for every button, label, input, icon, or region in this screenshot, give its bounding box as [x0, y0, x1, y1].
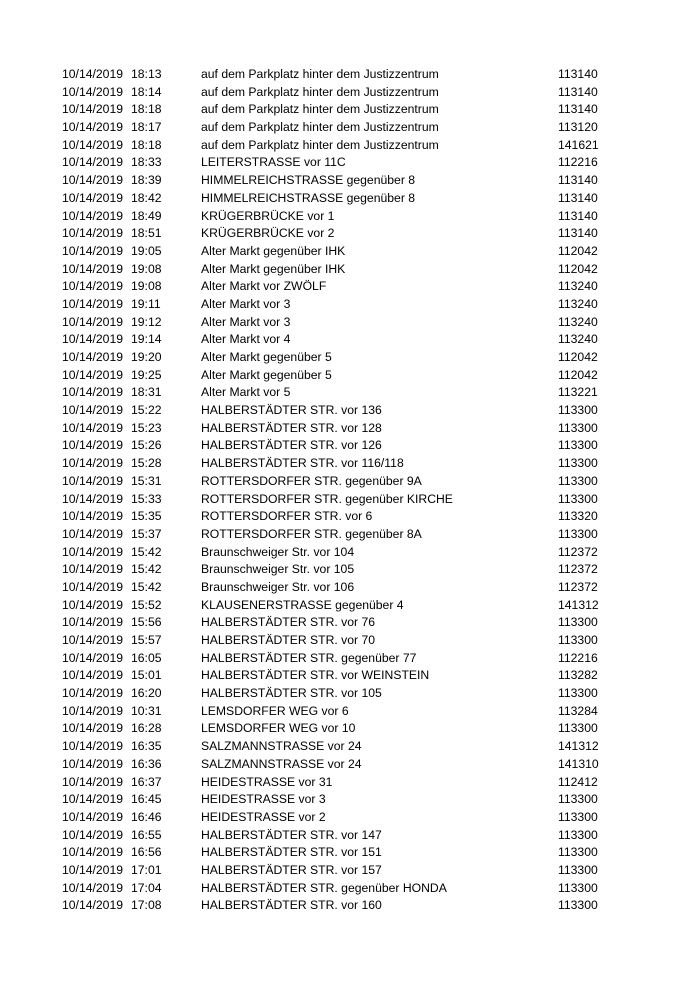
date-cell: 10/14/2019 [62, 137, 123, 152]
location-cell: HALBERSTÄDTER STR. vor 128 [201, 420, 382, 435]
location-cell: HALBERSTÄDTER STR. vor 70 [201, 633, 376, 647]
table-row [62, 278, 672, 296]
code-cell: 113300 [558, 809, 598, 824]
table-row [62, 101, 672, 119]
time-cell: 18:13 [131, 67, 162, 81]
date-cell: 10/14/2019 [62, 403, 123, 418]
code-cell: 112216 [558, 650, 598, 665]
location-cell: ROTTERSDORFER STR. gegenüber KIRCHE [201, 491, 453, 506]
date-cell: 10/14/2019 [62, 774, 123, 789]
date-cell: 10/14/2019 [62, 756, 123, 771]
table-row [62, 756, 672, 774]
table-row [62, 225, 672, 243]
code-cell: 113140 [558, 190, 598, 205]
time-cell: 16:36 [131, 756, 162, 771]
date-cell: 10/14/2019 [62, 226, 123, 241]
location-cell: KRÜGERBRÜCKE vor 1 [201, 208, 335, 223]
location-cell: HALBERSTÄDTER STR. vor 116/118 [201, 456, 404, 471]
table-row [62, 420, 672, 438]
table-row [62, 561, 672, 579]
table-row [62, 190, 672, 208]
table-row [62, 791, 672, 809]
location-cell: HALBERSTÄDTER STR. vor 151 [201, 845, 382, 860]
table-row [62, 154, 672, 172]
date-cell: 10/14/2019 [62, 739, 123, 754]
table-row [62, 84, 672, 102]
location-cell: LEMSDORFER WEG vor 10 [201, 721, 356, 736]
code-cell: 113221 [558, 385, 598, 400]
time-cell: 16:45 [131, 792, 162, 807]
location-cell: Alter Markt vor 3 [201, 296, 291, 311]
location-cell: Braunschweiger Str. vor 106 [201, 579, 355, 594]
date-cell: 10/14/2019 [62, 827, 123, 842]
date-cell: 10/14/2019 [62, 67, 123, 81]
date-cell: 10/14/2019 [62, 526, 123, 541]
location-cell: KLAUSENERSTRASSE gegenüber 4 [201, 597, 404, 612]
code-cell: 113140 [558, 67, 598, 81]
location-cell: Braunschweiger Str. vor 105 [201, 562, 355, 577]
date-cell: 10/14/2019 [62, 208, 123, 223]
location-cell: Alter Markt gegenüber IHK [201, 261, 346, 276]
table-row [62, 632, 672, 650]
code-cell: 113300 [558, 880, 598, 895]
code-cell: 141312 [558, 597, 599, 612]
location-cell: Alter Markt vor 5 [201, 385, 291, 400]
table-row [62, 738, 672, 756]
date-cell: 10/14/2019 [62, 579, 123, 594]
table-row [62, 544, 672, 562]
code-cell: 112042 [558, 243, 598, 258]
date-cell: 10/14/2019 [62, 880, 123, 895]
code-cell: 113300 [558, 403, 598, 418]
code-cell: 113284 [558, 703, 598, 718]
time-cell: 16:55 [131, 827, 162, 842]
table-row [62, 243, 672, 261]
table-row [62, 703, 672, 721]
date-cell: 10/14/2019 [62, 243, 123, 258]
code-cell: 113300 [558, 491, 598, 506]
code-cell: 113140 [558, 173, 598, 188]
time-cell: 15:35 [131, 509, 162, 524]
code-cell: 141312 [558, 739, 599, 754]
date-cell: 10/14/2019 [62, 456, 123, 471]
table-row [62, 402, 672, 420]
date-cell: 10/14/2019 [62, 703, 123, 718]
code-cell: 113120 [558, 120, 598, 135]
time-cell: 16:35 [131, 739, 162, 754]
table-row [62, 650, 672, 668]
date-cell: 10/14/2019 [62, 473, 123, 488]
date-cell: 10/14/2019 [62, 102, 123, 117]
location-cell: auf dem Parkplatz hinter dem Justizzentrum [201, 84, 439, 99]
time-cell: 18:49 [131, 208, 162, 223]
time-cell: 19:11 [131, 296, 161, 311]
date-cell: 10/14/2019 [62, 809, 123, 824]
time-cell: 18:31 [131, 385, 162, 400]
time-cell: 15:28 [131, 456, 162, 471]
code-cell: 112042 [558, 350, 598, 364]
time-cell: 16:28 [131, 721, 162, 736]
code-cell: 113300 [558, 438, 598, 453]
date-cell: 10/14/2019 [62, 279, 123, 294]
date-cell: 10/14/2019 [62, 792, 123, 807]
location-cell: ROTTERSDORFER STR. gegenüber 8A [201, 526, 422, 541]
code-cell: 113140 [558, 102, 598, 117]
date-cell: 10/14/2019 [62, 898, 123, 913]
code-cell: 141310 [558, 756, 599, 771]
time-cell: 18:18 [131, 137, 162, 152]
code-cell: 113300 [558, 827, 598, 842]
record-list [62, 66, 672, 915]
time-cell: 19:08 [131, 279, 162, 294]
date-cell: 10/14/2019 [62, 721, 123, 736]
location-cell: HALBERSTÄDTER STR. vor 157 [201, 862, 382, 877]
table-row [62, 579, 672, 597]
date-cell: 10/14/2019 [62, 491, 123, 506]
table-row [62, 508, 672, 526]
table-row [62, 66, 672, 84]
date-cell: 10/14/2019 [62, 350, 123, 364]
code-cell: 113140 [558, 208, 598, 223]
table-row [62, 261, 672, 279]
code-cell: 113300 [558, 456, 598, 471]
date-cell: 10/14/2019 [62, 438, 123, 453]
table-row [62, 827, 672, 845]
time-cell: 15:22 [131, 403, 162, 418]
time-cell: 15:23 [131, 420, 162, 435]
code-cell: 113240 [558, 314, 598, 329]
code-cell: 112372 [558, 562, 598, 577]
table-row [62, 880, 672, 898]
code-cell: 113300 [558, 473, 598, 488]
table-row [62, 455, 672, 473]
location-cell: ROTTERSDORFER STR. vor 6 [201, 509, 373, 524]
date-cell: 10/14/2019 [62, 190, 123, 205]
location-cell: HEIDESTRASSE vor 31 [201, 774, 333, 789]
date-cell: 10/14/2019 [62, 597, 123, 612]
code-cell: 112042 [558, 261, 598, 276]
date-cell: 10/14/2019 [62, 332, 123, 347]
location-cell: HALBERSTÄDTER STR. vor 105 [201, 686, 382, 701]
date-cell: 10/14/2019 [62, 173, 123, 188]
time-cell: 16:56 [131, 845, 162, 860]
date-cell: 10/14/2019 [62, 544, 123, 559]
code-cell: 113320 [558, 509, 598, 524]
code-cell: 113240 [558, 332, 598, 347]
table-row [62, 367, 672, 385]
date-cell: 10/14/2019 [62, 261, 123, 276]
table-row [62, 437, 672, 455]
date-cell: 10/14/2019 [62, 120, 123, 135]
date-cell: 10/14/2019 [62, 686, 123, 701]
time-cell: 17:04 [131, 880, 162, 895]
location-cell: KRÜGERBRÜCKE vor 2 [201, 226, 335, 241]
time-cell: 15:42 [131, 562, 162, 577]
table-row [62, 844, 672, 862]
table-row [62, 137, 672, 155]
table-row [62, 862, 672, 880]
location-cell: Alter Markt vor ZWÖLF [201, 279, 327, 294]
location-cell: HALBERSTÄDTER STR. vor 160 [201, 898, 382, 913]
location-cell: Braunschweiger Str. vor 104 [201, 544, 355, 559]
code-cell: 113240 [558, 279, 598, 294]
code-cell: 113140 [558, 84, 598, 99]
table-row [62, 597, 672, 615]
time-cell: 18:33 [131, 155, 162, 170]
date-cell: 10/14/2019 [62, 314, 123, 329]
date-cell: 10/14/2019 [62, 845, 123, 860]
time-cell: 18:14 [131, 84, 162, 99]
table-row [62, 384, 672, 402]
time-cell: 18:39 [131, 173, 162, 188]
table-row [62, 526, 672, 544]
time-cell: 19:14 [131, 332, 162, 347]
code-cell: 113300 [558, 526, 598, 541]
code-cell: 113300 [558, 615, 598, 630]
location-cell: Alter Markt gegenüber 5 [201, 367, 332, 382]
location-cell: auf dem Parkplatz hinter dem Justizzentrum [201, 137, 439, 152]
time-cell: 15:56 [131, 615, 162, 630]
location-cell: HALBERSTÄDTER STR. vor 147 [201, 827, 382, 842]
date-cell: 10/14/2019 [62, 367, 123, 382]
table-row [62, 296, 672, 314]
time-cell: 19:05 [131, 243, 162, 258]
location-cell: Alter Markt vor 4 [201, 332, 291, 347]
code-cell: 113300 [558, 792, 598, 807]
time-cell: 16:46 [131, 809, 162, 824]
time-cell: 15:33 [131, 491, 162, 506]
time-cell: 17:08 [131, 898, 162, 913]
time-cell: 10:31 [131, 703, 162, 718]
code-cell: 113140 [558, 226, 598, 241]
date-cell: 10/14/2019 [62, 84, 123, 99]
location-cell: HALBERSTÄDTER STR. vor 76 [201, 615, 376, 630]
location-cell: HIMMELREICHSTRASSE gegenüber 8 [201, 190, 416, 205]
code-cell: 113300 [558, 845, 598, 860]
time-cell: 15:37 [131, 526, 162, 541]
table-row [62, 473, 672, 491]
time-cell: 15:52 [131, 597, 162, 612]
date-cell: 10/14/2019 [62, 155, 123, 170]
date-cell: 10/14/2019 [62, 615, 123, 630]
location-cell: Alter Markt gegenüber IHK [201, 243, 346, 258]
time-cell: 15:31 [131, 473, 162, 488]
date-cell: 10/14/2019 [62, 650, 123, 665]
code-cell: 141621 [558, 137, 599, 152]
time-cell: 19:08 [131, 261, 162, 276]
code-cell: 113282 [558, 668, 598, 683]
location-cell: LEITERSTRASSE vor 11C [201, 155, 346, 170]
location-cell: HIMMELREICHSTRASSE gegenüber 8 [201, 173, 416, 188]
code-cell: 113300 [558, 633, 598, 647]
location-cell: HALBERSTÄDTER STR. vor 126 [201, 438, 382, 453]
table-row [62, 314, 672, 332]
time-cell: 15:42 [131, 579, 162, 594]
date-cell: 10/14/2019 [62, 420, 123, 435]
table-row [62, 897, 672, 915]
code-cell: 113300 [558, 721, 598, 736]
location-cell: LEMSDORFER WEG vor 6 [201, 703, 349, 718]
location-cell: SALZMANNSTRASSE vor 24 [201, 756, 362, 771]
location-cell: auf dem Parkplatz hinter dem Justizzentrum [201, 67, 439, 81]
table-row [62, 491, 672, 509]
date-cell: 10/14/2019 [62, 385, 123, 400]
location-cell: HALBERSTÄDTER STR. gegenüber HONDA [201, 880, 447, 895]
location-cell: Alter Markt gegenüber 5 [201, 350, 332, 364]
table-row [62, 172, 672, 190]
code-cell: 112372 [558, 579, 598, 594]
time-cell: 16:05 [131, 650, 162, 665]
date-cell: 10/14/2019 [62, 668, 123, 683]
table-row [62, 331, 672, 349]
time-cell: 15:26 [131, 438, 162, 453]
time-cell: 15:57 [131, 633, 162, 647]
location-cell: HEIDESTRASSE vor 2 [201, 809, 326, 824]
table-row [62, 614, 672, 632]
time-cell: 18:51 [131, 226, 162, 241]
table-row [62, 667, 672, 685]
location-cell: HEIDESTRASSE vor 3 [201, 792, 326, 807]
code-cell: 113300 [558, 898, 598, 913]
location-cell: HALBERSTÄDTER STR. gegenüber 77 [201, 650, 417, 665]
time-cell: 19:25 [131, 367, 162, 382]
time-cell: 18:42 [131, 190, 162, 205]
location-cell: HALBERSTÄDTER STR. vor WEINSTEIN [201, 668, 430, 683]
time-cell: 16:37 [131, 774, 162, 789]
time-cell: 19:20 [131, 350, 162, 364]
date-cell: 10/14/2019 [62, 296, 123, 311]
date-cell: 10/14/2019 [62, 509, 123, 524]
location-cell: auf dem Parkplatz hinter dem Justizzentrum [201, 102, 439, 117]
time-cell: 17:01 [131, 862, 162, 877]
location-cell: HALBERSTÄDTER STR. vor 136 [201, 403, 382, 418]
table-row [62, 720, 672, 738]
date-cell: 10/14/2019 [62, 633, 123, 647]
location-cell: SALZMANNSTRASSE vor 24 [201, 739, 362, 754]
table-row [62, 208, 672, 226]
code-cell: 112216 [558, 155, 598, 170]
code-cell: 112412 [558, 774, 598, 789]
table-row [62, 774, 672, 792]
time-cell: 19:12 [131, 314, 162, 329]
date-cell: 10/14/2019 [62, 562, 123, 577]
code-cell: 113300 [558, 862, 598, 877]
time-cell: 16:20 [131, 686, 162, 701]
table-row [62, 809, 672, 827]
time-cell: 15:01 [131, 668, 162, 683]
time-cell: 18:17 [131, 120, 162, 135]
code-cell: 113240 [558, 296, 598, 311]
location-cell: ROTTERSDORFER STR. gegenüber 9A [201, 473, 422, 488]
table-row [62, 119, 672, 137]
code-cell: 112372 [558, 544, 598, 559]
code-cell: 112042 [558, 367, 598, 382]
location-cell: auf dem Parkplatz hinter dem Justizzentrum [201, 120, 439, 135]
time-cell: 18:18 [131, 102, 162, 117]
table-row [62, 685, 672, 703]
date-cell: 10/14/2019 [62, 862, 123, 877]
location-cell: Alter Markt vor 3 [201, 314, 291, 329]
code-cell: 113300 [558, 686, 598, 701]
table-row [62, 349, 672, 367]
code-cell: 113300 [558, 420, 598, 435]
time-cell: 15:42 [131, 544, 162, 559]
